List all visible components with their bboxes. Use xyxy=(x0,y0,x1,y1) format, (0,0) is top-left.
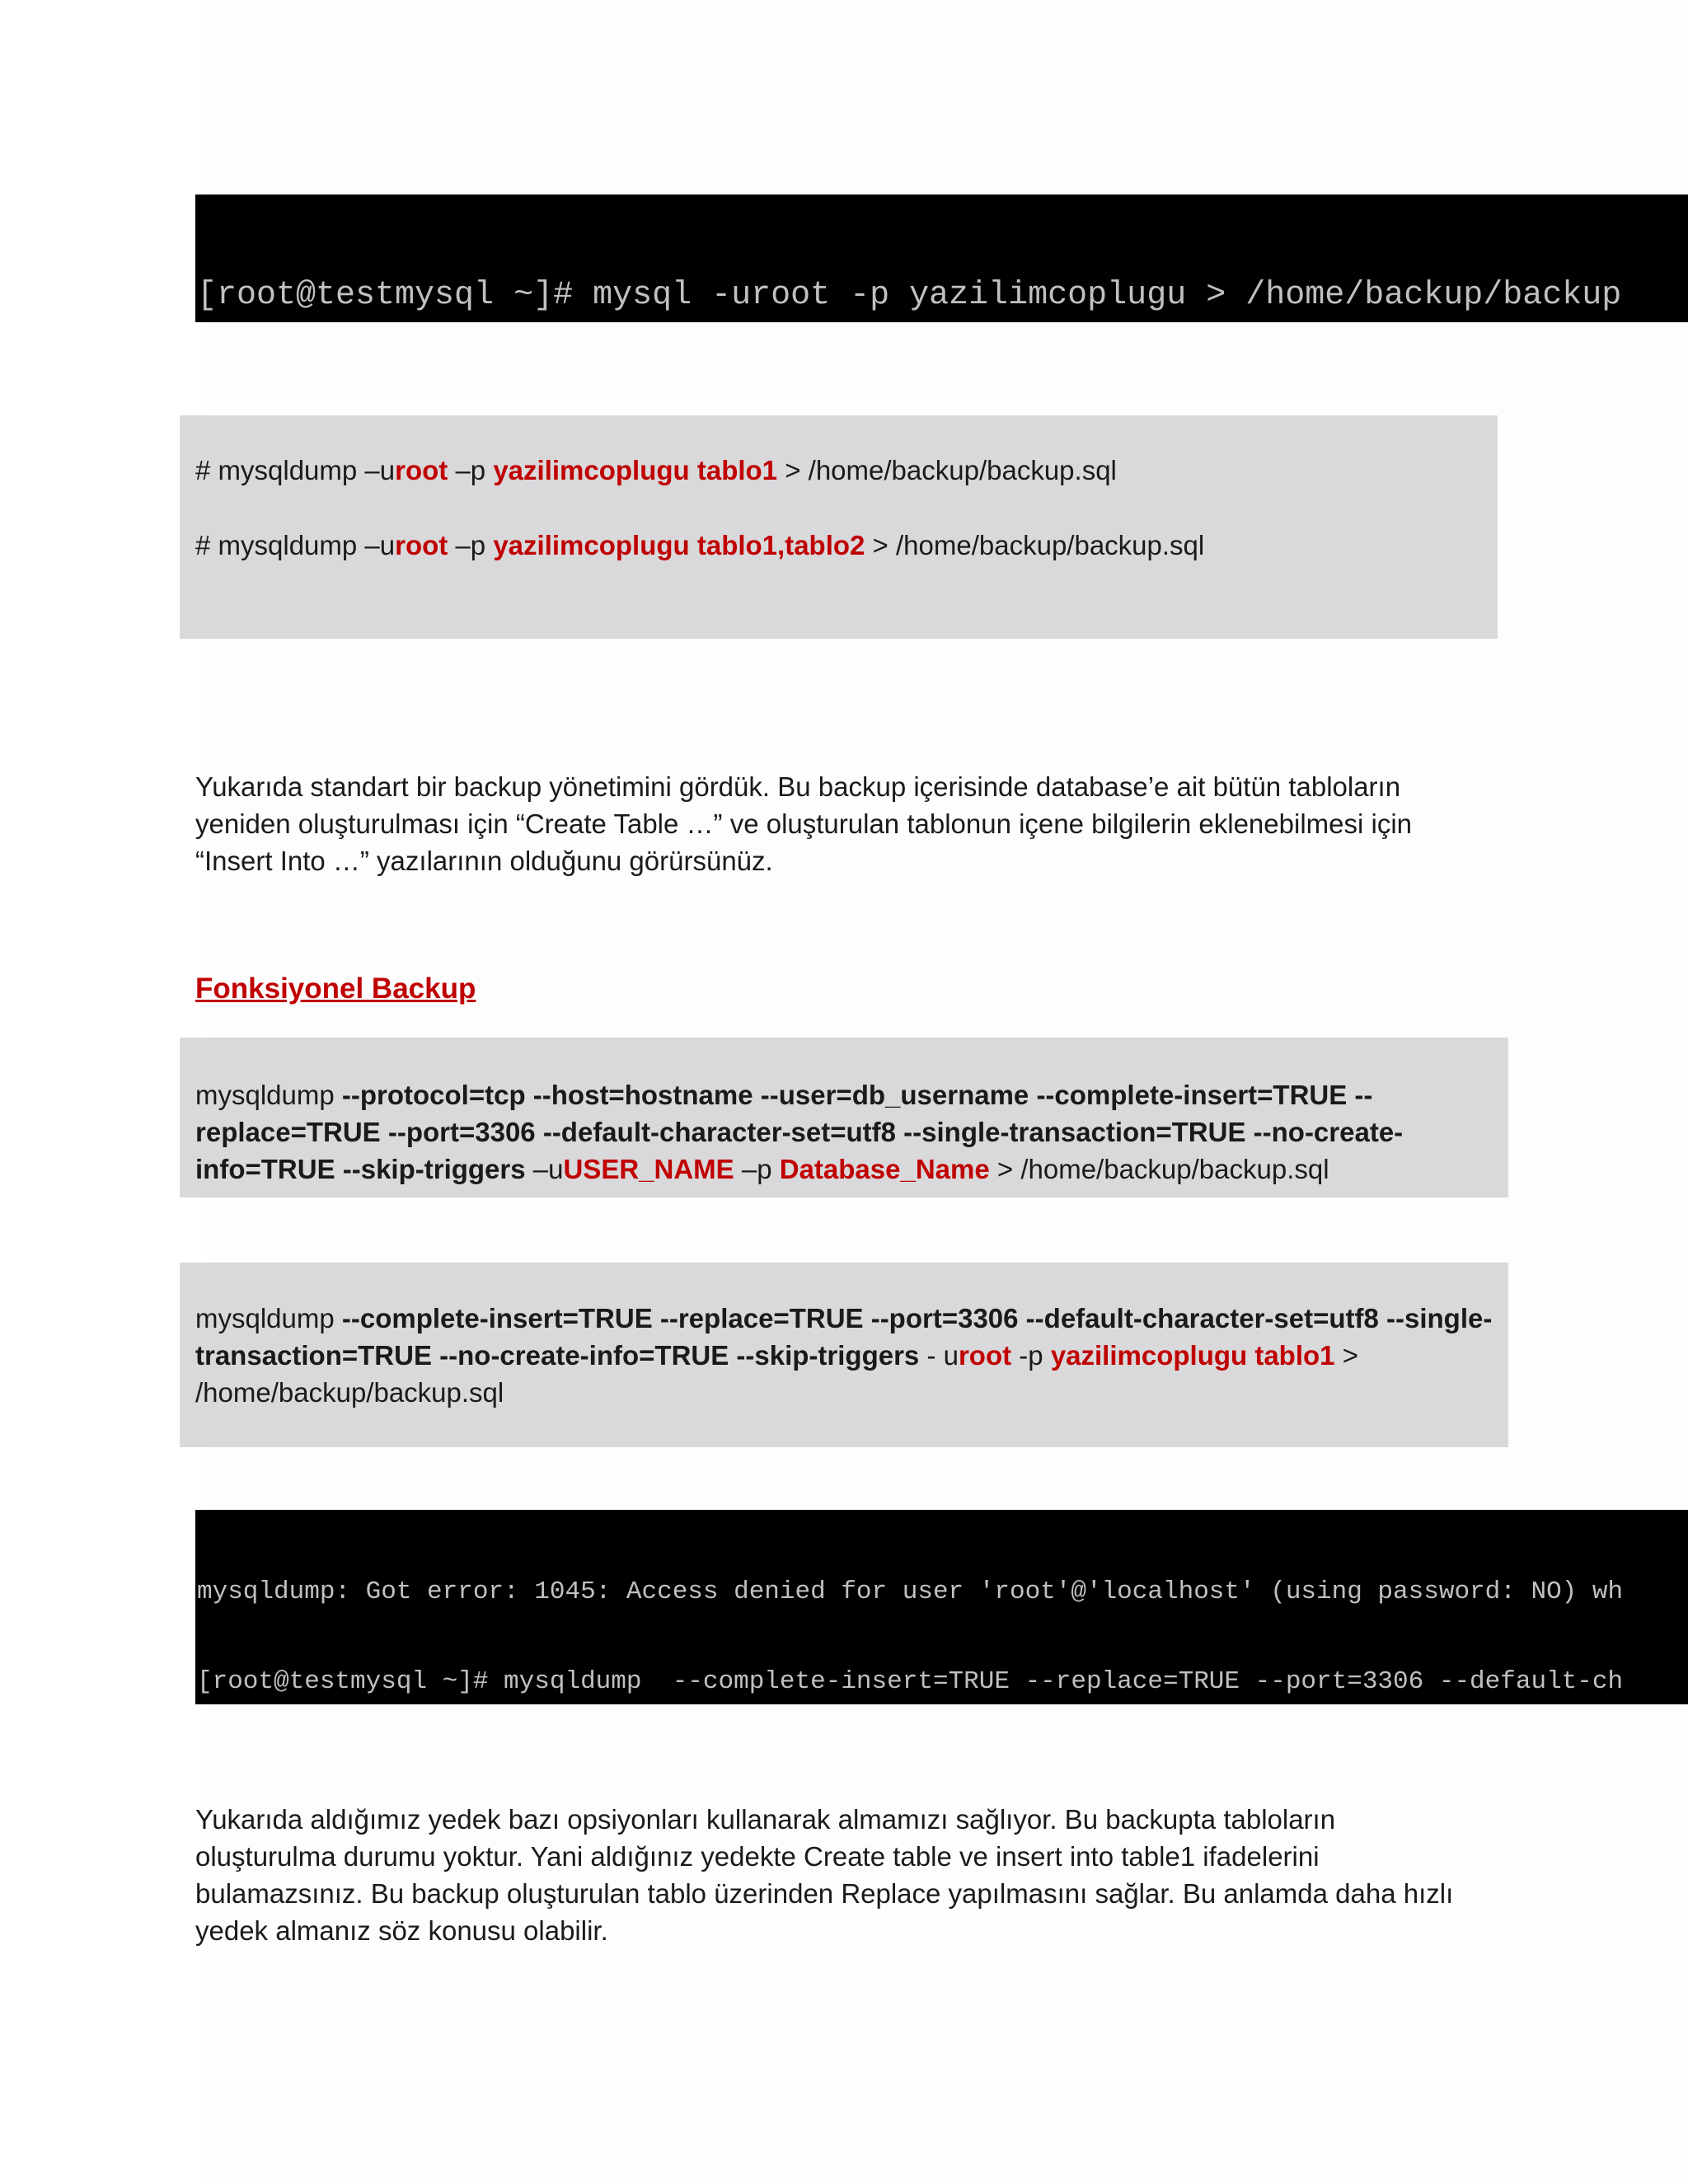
section-heading: Fonksiyonel Backup xyxy=(195,972,476,1005)
terminal-line: mysqldump: Got error: 1045: Access denied for user 'root'@'localhost' (using password: NO) wh xyxy=(197,1577,1624,1606)
code-line: # mysqldump –uroot –p yazilimcoplugu tablo1,tablo2 > /home/backup/backup.sql xyxy=(195,530,1205,560)
terminal-line: [root@testmysql ~]# mysql -uroot -p yazilimcoplugu > /home/backup/backup xyxy=(197,277,1622,314)
code-line: # mysqldump –uroot –p yazilimcoplugu tablo1 > /home/backup/backup.sql xyxy=(195,455,1117,485)
code-block xyxy=(195,1076,1403,1188)
code-line: /home/backup/backup.sql xyxy=(195,1377,504,1408)
code-block xyxy=(195,1300,1492,1411)
paragraph-line: oluşturulma durumu yoktur. Yani aldığınız yedekte Create table ve insert into table1 ifadelerini xyxy=(195,1841,1320,1872)
terminal-screenshot-2 xyxy=(195,1510,1688,1704)
code-line: mysqldump --complete-insert=TRUE --replace=TRUE --port=3306 --default-character-set=utf8 --single- xyxy=(195,1303,1493,1333)
code-line: mysqldump --protocol=tcp --host=hostname --user=db_username --complete-insert=TRUE -- xyxy=(195,1080,1373,1110)
code-line: transaction=TRUE --no-create-info=TRUE --skip-triggers - uroot -p yazilimcoplugu tablo1 > xyxy=(195,1340,1358,1371)
terminal-screenshot-1 xyxy=(195,194,1688,322)
paragraph xyxy=(195,1801,1453,1949)
paragraph-line: “Insert Into …” yazılarının olduğunu görürsünüz. xyxy=(195,846,773,876)
paragraph-line: Yukarıda aldığımız yedek bazı opsiyonları kullanarak almamızı sağlıyor. Bu backupta tabloların xyxy=(195,1804,1336,1835)
paragraph xyxy=(195,768,1412,879)
paragraph-line: Yukarıda standart bir backup yönetimini gördük. Bu backup içerisinde database’e ait bütün tabloların xyxy=(195,771,1401,802)
paragraph-line: yedek almanız söz konusu olabilir. xyxy=(195,1915,608,1946)
code-line: info=TRUE --skip-triggers –uUSER_NAME –p Database_Name > /home/backup/backup.sql xyxy=(195,1154,1329,1184)
paragraph-line: bulamazsınız. Bu backup oluşturulan tablo üzerinden Replace yapılmasını sağlar. Bu anlamda daha hızlı xyxy=(195,1878,1454,1909)
terminal-line: [root@testmysql ~]# mysqldump --complete-insert=TRUE --replace=TRUE --port=3306 --default-ch xyxy=(197,1667,1624,1696)
paragraph-line: yeniden oluşturulması için “Create Table …” ve oluşturulan tablonun içene bilgilerin eklenebilmesi için xyxy=(195,808,1413,839)
code-line: replace=TRUE --port=3306 --default-character-set=utf8 --single-transaction=TRUE --no-create- xyxy=(195,1117,1404,1147)
